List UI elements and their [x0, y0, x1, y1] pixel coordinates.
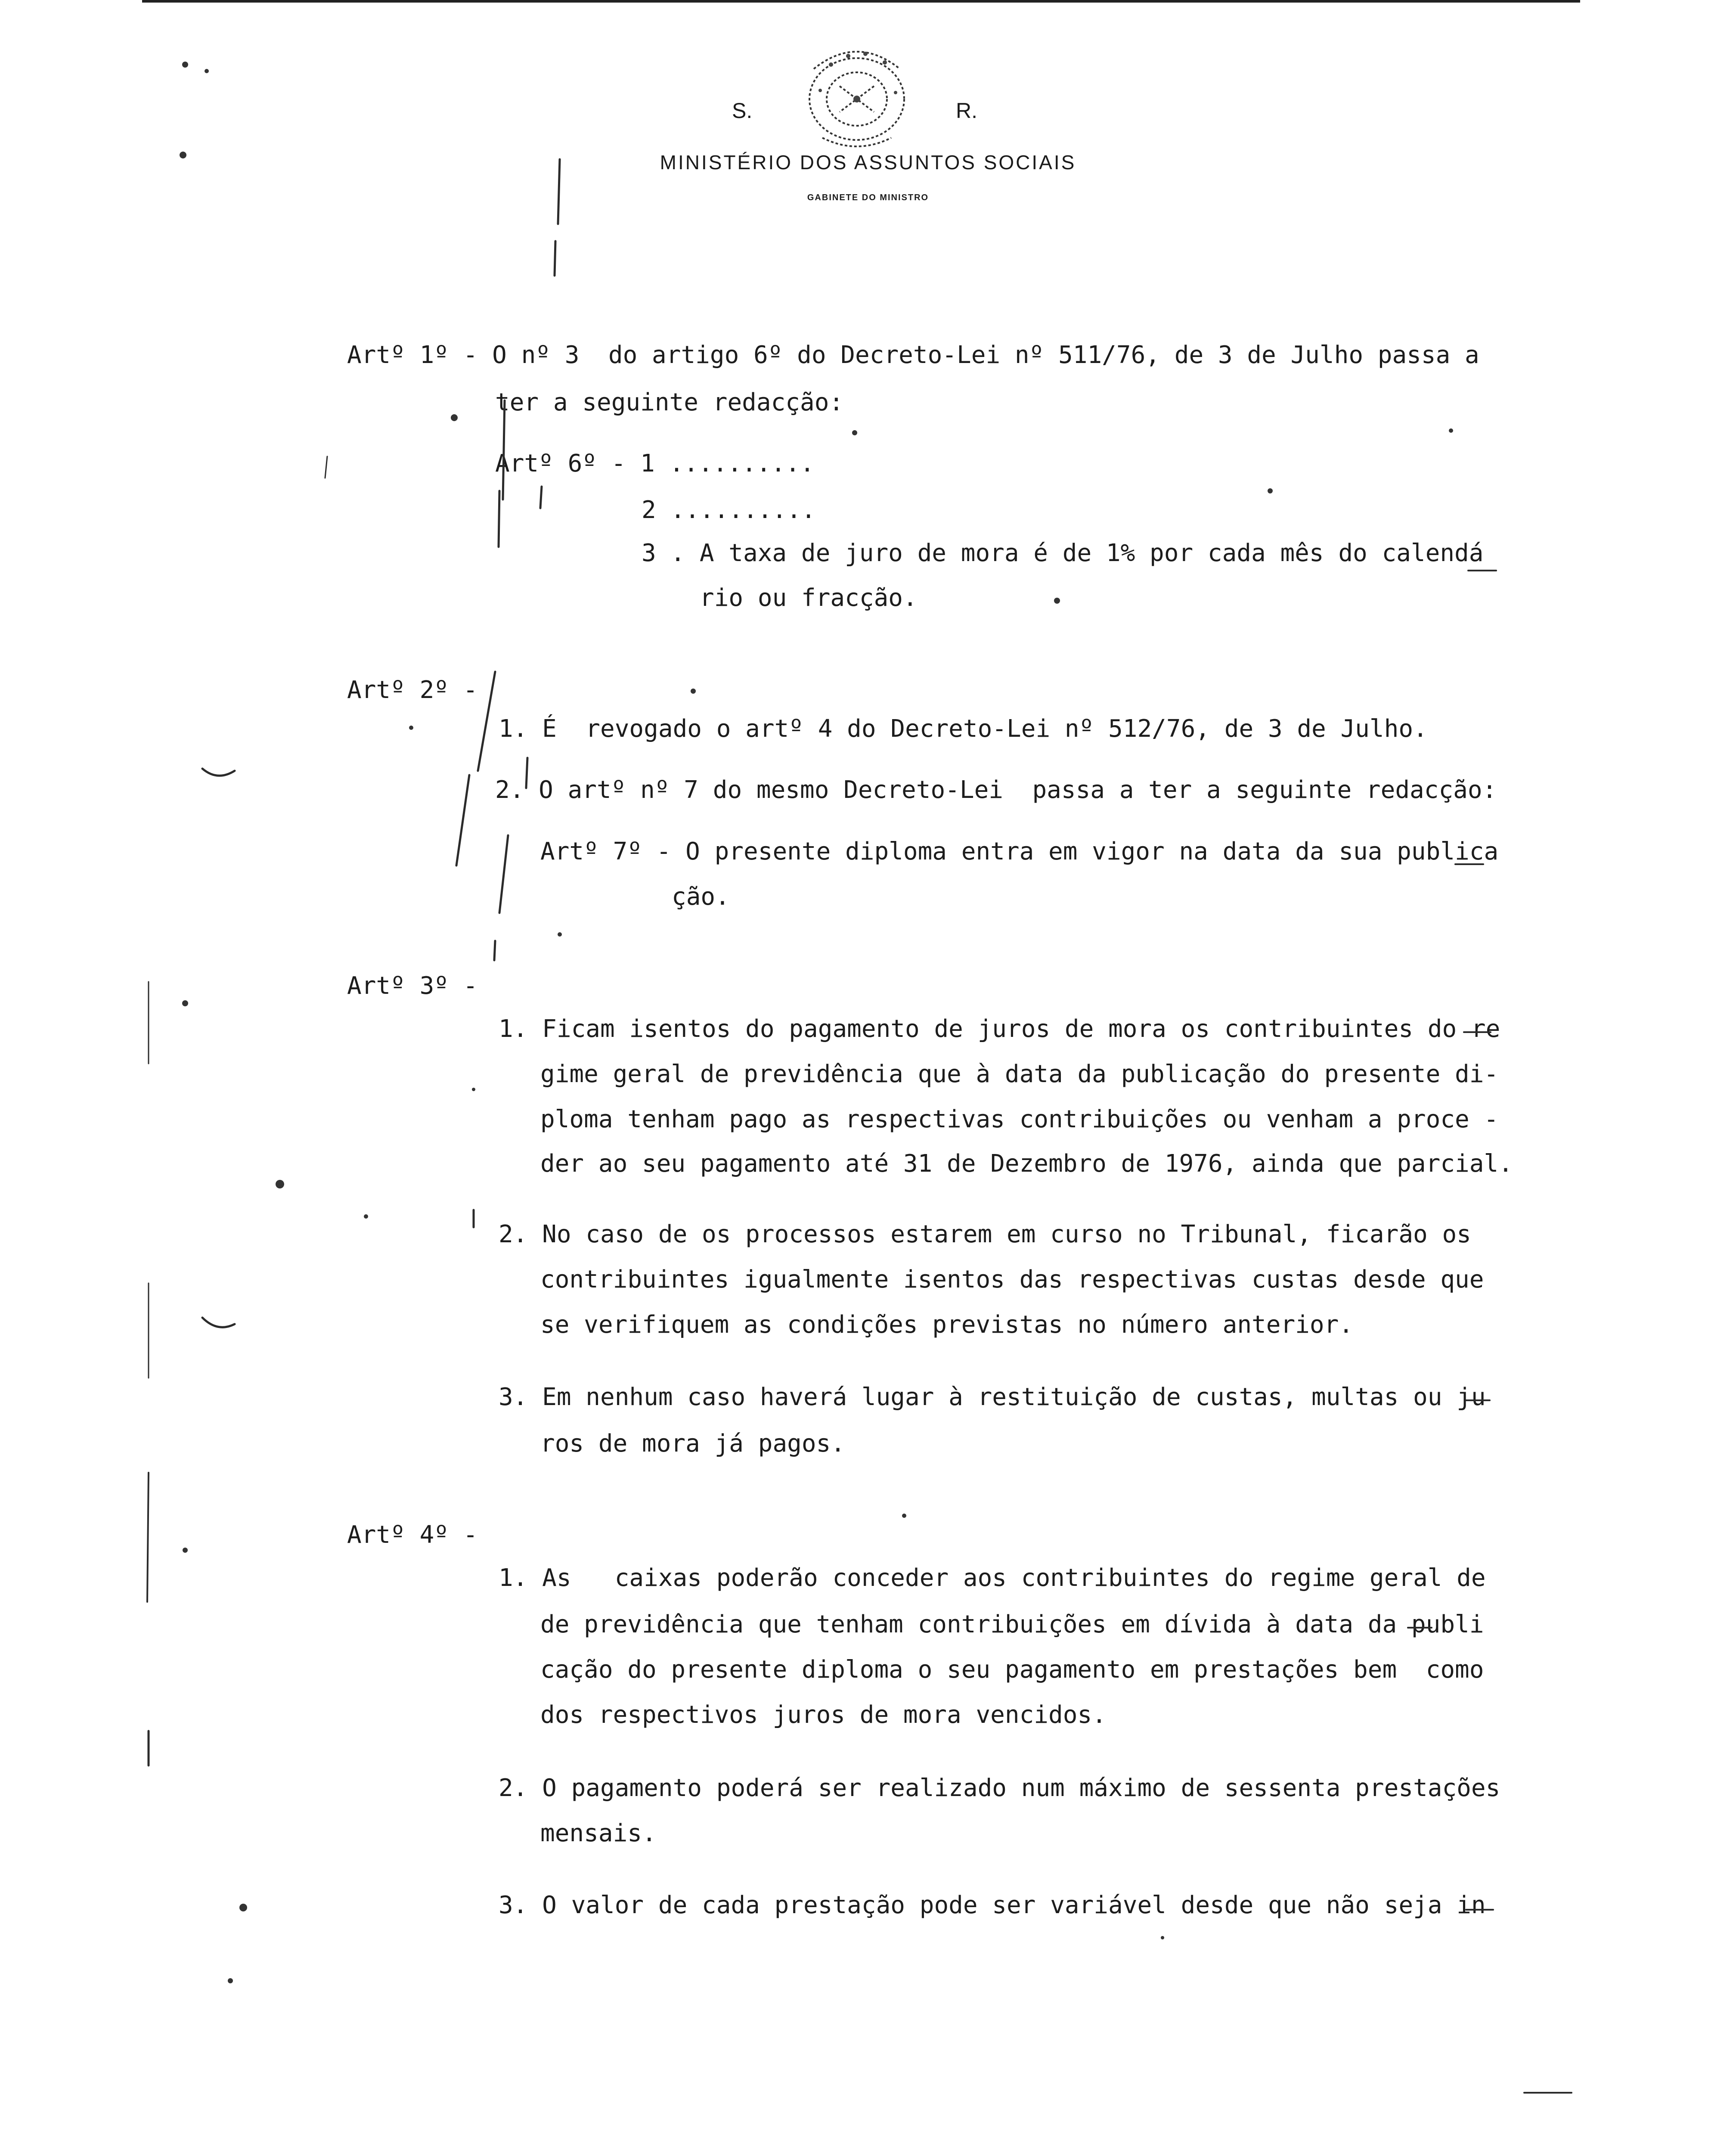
text-line: Artº 3º - [347, 972, 478, 1000]
office-subtitle: GABINETE DO MINISTRO [807, 193, 929, 202]
header-right-letter: R. [956, 99, 977, 123]
text-line: 3. O valor de cada prestação pode ser variável desde que não seja in [499, 1891, 1486, 1919]
text-line: Artº 7º - O presente diploma entra em vigor na data da sua publica [540, 838, 1499, 866]
text-line: ter a seguinte redacção: [495, 388, 844, 416]
text-line: der ao seu pagamento até 31 de Dezembro de 1976, ainda que parcial. [540, 1150, 1513, 1178]
ministry-title: MINISTÉRIO DOS ASSUNTOS SOCIAIS [660, 151, 1076, 174]
text-line: se verifiquem as condições previstas no número anterior. [540, 1311, 1354, 1339]
text-line: 2 .......... [642, 496, 816, 524]
text-line: Artº 6º - 1 .......... [495, 450, 815, 478]
text-line: de previdência que tenham contribuições em dívida à data da publi [540, 1610, 1484, 1638]
text-line: 1. As caixas poderão conceder aos contribuintes do regime geral de [499, 1564, 1486, 1592]
text-line: cação do presente diploma o seu pagamento em prestações bem como [540, 1656, 1484, 1684]
text-line: Artº 2º - [347, 676, 478, 704]
text-line: ros de mora já pagos. [540, 1430, 846, 1458]
text-line: 2. O pagamento poderá ser realizado num máximo de sessenta prestações [499, 1774, 1500, 1802]
text-line: mensais. [540, 1819, 657, 1847]
text-line: 3. Em nenhum caso haverá lugar à restituição de custas, multas ou ju [499, 1383, 1486, 1411]
text-line: dos respectivos juros de mora vencidos. [540, 1701, 1107, 1729]
text-line: Artº 1º - O nº 3 do artigo 6º do Decreto-Lei nº 511/76, de 3 de Julho passa a [347, 341, 1479, 369]
text-line: 2. O artº nº 7 do mesmo Decreto-Lei passa a ter a seguinte redacção: [495, 776, 1497, 804]
text-line: Artº 4º - [347, 1521, 478, 1549]
text-line: 1. Ficam isentos do pagamento de juros de mora os contribuintes do re [499, 1015, 1500, 1043]
text-line: ploma tenham pago as respectivas contribuições ou venham a proce - [540, 1105, 1499, 1133]
text-line: ção. [672, 883, 730, 911]
text-line: 3 . A taxa de juro de mora é de 1% por cada mês do calendá [642, 539, 1484, 567]
text-line: contribuintes igualmente isentos das respectivas custas desde que [540, 1266, 1484, 1294]
text-line: 1. É revogado o artº 4 do Decreto-Lei nº 512/76, de 3 de Julho. [499, 715, 1428, 743]
header-left-letter: S. [732, 99, 753, 123]
text-line: 2. No caso de os processos estarem em curso no Tribunal, ficarão os [499, 1220, 1471, 1248]
text-line: gime geral de previdência que à data da publicação do presente di- [540, 1060, 1499, 1088]
text-line: rio ou fracção. [700, 584, 918, 612]
